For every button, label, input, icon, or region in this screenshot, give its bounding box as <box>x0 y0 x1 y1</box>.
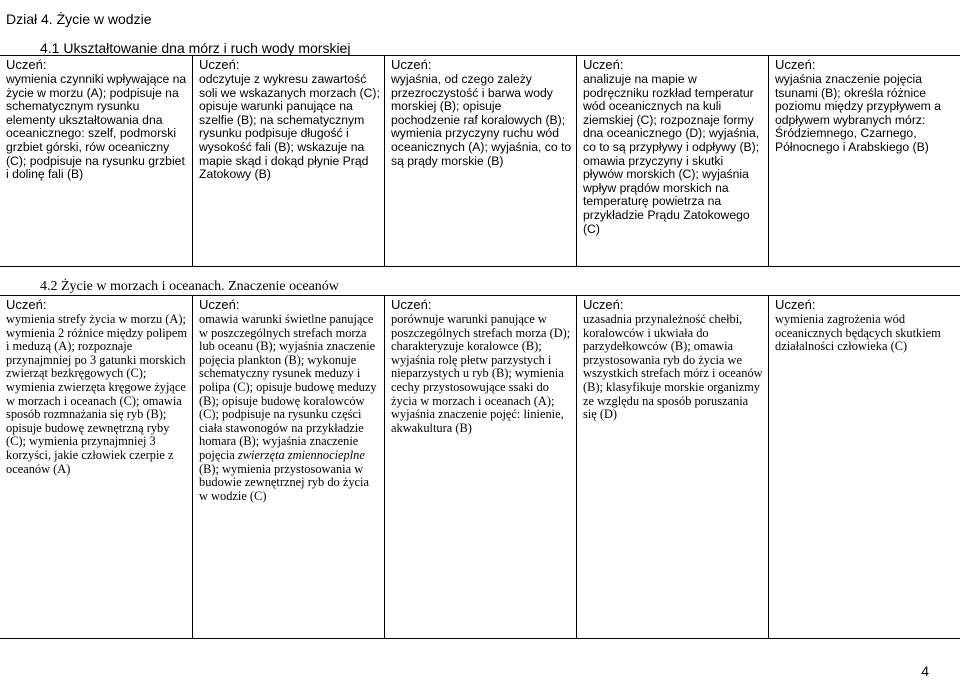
cell-label: Uczeń: <box>391 57 432 72</box>
cell-text: odczytuje z wykresu zawartość soli we wskazanych morzach (C); opisuje warunki panujące na szelfie (B); na schematycznym rysunku podpisuje długość i wysokość fali (B); wskazuje na mapie skąd i dokąd płynie Prąd Zatokowy (B) <box>199 72 380 182</box>
cell-text: wyjaśnia, od czego zależy przezroczystość i barwa wody morskiej (B); opisuje pochodzenie raf koralowych (B); wymienia przyczyny ruchu wód oceanicznych (A); wyjaśnia, co to są prądy morskie (B) <box>391 72 572 168</box>
cell-text: uzasadnia przynależność chełbi, koralowców i ukwiała do parzydełkowców (B); omawia przystosowania ryb do życia we wszystkich strefach mórz i oceanów (B); klasyfikuje morskie organizmy ze względu na sposób poruszania się (D) <box>583 312 763 422</box>
cell-label: Uczeń: <box>199 297 240 312</box>
cell-text <box>199 313 380 503</box>
requirement-cell <box>192 296 384 638</box>
requirement-cell <box>384 296 576 638</box>
cell-label: Uczeń: <box>775 57 816 72</box>
section-row-4-2 <box>0 295 960 639</box>
section-title-4-2: 4.2 Życie w morzach i oceanach. Znaczenie oceanów <box>40 279 339 294</box>
cell-label: Uczeń: <box>583 57 624 72</box>
cell-text: wyjaśnia znaczenie pojęcia tsunami (B); określa różnice poziomu między przypływem a odpływem wybranych mórz: Śródziemnego, Czarnego, Północnego i Arabskiego (B) <box>775 72 941 154</box>
cell-label: Uczeń: <box>199 57 240 72</box>
requirement-cell <box>384 56 576 266</box>
section-title-4-1: 4.1 Ukształtowanie dna mórz i ruch wody morskiej <box>40 40 351 56</box>
cell-text: wymienia zagrożenia wód oceanicznych będących skutkiem działalności człowieka (C) <box>775 312 941 354</box>
page-number: 4 <box>921 663 929 679</box>
cell-label: Uczeń: <box>6 297 47 312</box>
cell-text: wymienia czynniki wpływające na życie w morzu (A); podpisuje na schematycznym rysunku elementy ukształtowania dna oceanicznego: szelf, podmorski grzbiet górski, rów oceaniczny (C); podpisuje na rysunku grzbiet i dolinę fali (B) <box>6 72 187 182</box>
cell-label: Uczeń: <box>775 297 816 312</box>
cell-text: analizuje na mapie w podręczniku rozkład temperatur wód oceanicznych na kuli ziemskiej (C); rozpoznaje formy dna oceanicznego (D); wyjaśnia, co to są przypływy i odpływy (B); omawia przyczyny i skutki pływów morskich (C); wyjaśnia wpływ prądów morskich na temperaturę powietrza na przykładzie Prądu Zatokowego (C) <box>583 72 760 236</box>
cell-label: Uczeń: <box>6 57 47 72</box>
cell-text-part: omawia warunki świetlne panujące w poszczególnych strefach morza lub oceanu (B); wyjaśnia znaczenie pojęcia plankton (B); wykonuje schematyczny rysunek meduzy i polipa (C); opisuje budowę meduzy (B); opisuje budowę koralowców (C); podpisuje na rysunku części ciała stawonogów na przykładzie homara (B); wyjaśnia znaczenie pojęcia <box>199 312 377 462</box>
cell-text-part: (B); wymienia przystosowania w budowie zewnętrznej ryb do życia w wodzie (C) <box>199 461 369 503</box>
requirement-cell <box>576 296 768 638</box>
cell-text-italic: zwierzęta zmiennocieplne <box>237 447 365 462</box>
requirement-cell <box>192 56 384 266</box>
requirement-cell <box>768 296 960 638</box>
section-row-4-1 <box>0 55 960 267</box>
cell-label: Uczeń: <box>391 297 432 312</box>
chapter-title: Dział 4. Życie w wodzie <box>6 11 152 27</box>
requirement-cell <box>768 56 960 266</box>
requirement-cell <box>576 56 768 266</box>
cell-text: wymienia strefy życia w morzu (A); wymienia 2 różnice między polipem i meduzą (A); rozpoznaje przynajmniej po 3 gatunki morskich zwierząt bezkręgowych (C); wymienia zwierzęta kręgowe żyjące w morzach i oceanach (C); omawia sposób rozmnażania się ryb (B); opisuje budowę zewnętrzną ryby (C); wymienia przynajmniej 3 korzyści, jakie człowiek czerpie z oceanów (A) <box>6 312 187 476</box>
cell-text: porównuje warunki panujące w poszczególnych strefach morza (D); charakteryzuje koralowce (B); wyjaśnia rolę płetw parzystych i nieparzystych u ryb (B); wymienia cechy przystosowujące ssaki do życia w morzach i oceanach (A); wyjaśnia znaczenie pojęć: linienie, akwakultura (B) <box>391 312 571 435</box>
cell-label: Uczeń: <box>583 297 624 312</box>
requirement-cell <box>0 56 192 266</box>
requirement-cell <box>0 296 192 638</box>
